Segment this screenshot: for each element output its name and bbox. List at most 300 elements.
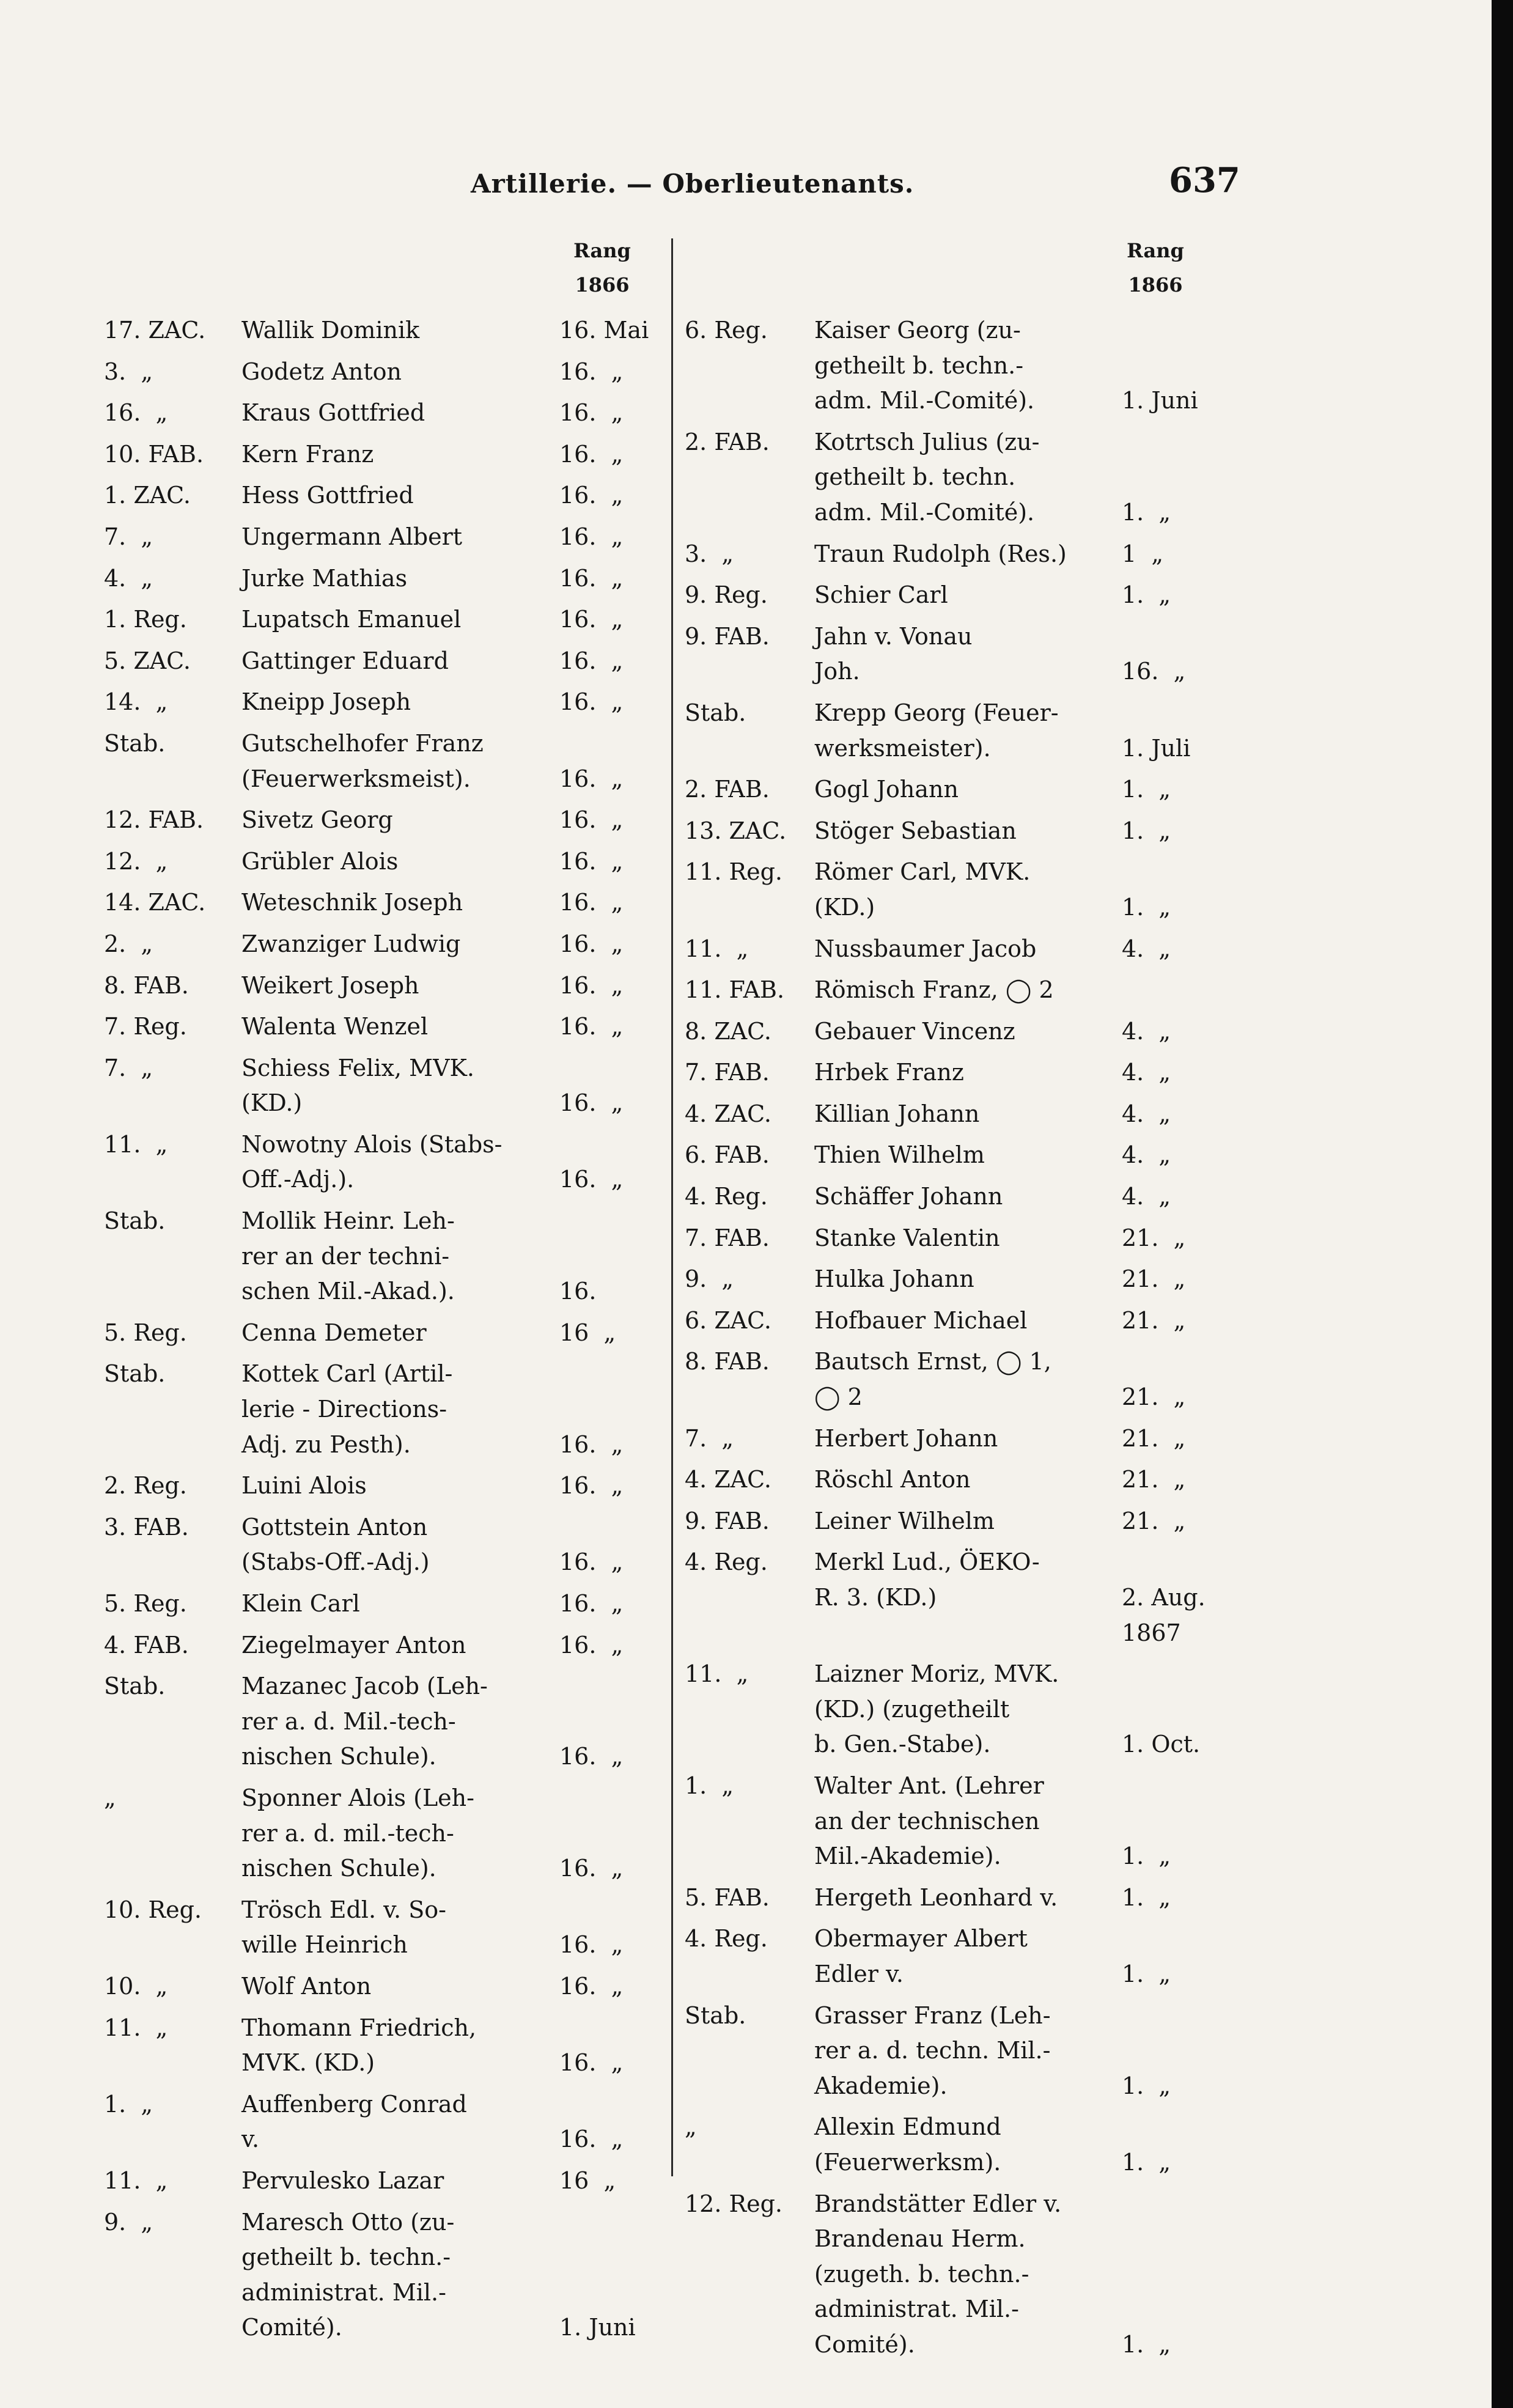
officer-name-cell: (KD.) (zugetheilt <box>814 1695 1010 1723</box>
running-title: Artillerie. — Oberlieutenants. <box>471 169 915 199</box>
officer-name-cell <box>814 1616 1122 1651</box>
roster-line <box>104 1003 660 1045</box>
roster-line <box>685 1415 1223 1457</box>
officer-name-cell: Cenna Demeter <box>241 1319 427 1346</box>
officer-name-cell: Gogl Johann <box>814 776 959 803</box>
officer-name-cell: Luini Alois <box>241 1472 367 1500</box>
roster-line <box>104 921 660 962</box>
roster-line <box>104 1622 660 1663</box>
unit-cell: 12. FAB. <box>104 806 204 834</box>
unit-cell: Stab. <box>685 699 746 726</box>
rank-date-cell <box>1122 1804 1226 1839</box>
unit-cell <box>104 2275 241 2311</box>
rank-date-cell: 16. „ <box>559 440 624 468</box>
unit-cell: 4. Reg. <box>685 1183 768 1210</box>
roster-line <box>104 1504 660 1545</box>
rank-date-cell: 1. „ <box>1122 2330 1171 2358</box>
officer-name-cell: Brandstätter Edler v. <box>814 2190 1062 2217</box>
roster-line <box>685 1173 1223 1215</box>
roster-line <box>104 2045 660 2081</box>
roster-line <box>685 808 1223 849</box>
unit-cell: 11. „ <box>104 2014 168 2041</box>
roster-line <box>104 762 660 797</box>
officer-name-cell: Mollik Heinr. Leh- <box>241 1207 455 1235</box>
unit-cell: Stab. <box>104 729 166 757</box>
officer-name-cell: Merkl Lud., ÖEKO- <box>814 1548 1040 1576</box>
unit-cell: 4. „ <box>104 564 153 592</box>
rank-label: Rang <box>573 239 631 262</box>
rank-date-cell: 1. „ <box>1122 893 1171 921</box>
rank-date-cell <box>559 1239 669 1275</box>
officer-name-cell: Joh. <box>814 658 860 685</box>
unit-cell <box>104 1851 241 1887</box>
roster-line <box>685 2069 1223 2104</box>
rank-date-cell <box>1122 2187 1226 2222</box>
roster-line <box>685 926 1223 967</box>
officer-name-cell: getheilt b. techn.- <box>814 352 1024 379</box>
officer-name-cell: adm. Mil.-Comité). <box>814 498 1035 526</box>
officer-name-cell: Schiess Felix, MVK. <box>241 1054 475 1081</box>
unit-cell: 8. ZAC. <box>685 1017 771 1045</box>
rank-date-cell: 16 „ <box>559 1319 616 1346</box>
rank-date-cell <box>559 1669 669 1704</box>
officer-name-cell: Ungermann Albert <box>241 523 463 550</box>
unit-cell <box>104 1427 241 1463</box>
unit-cell: 6. ZAC. <box>685 1306 771 1334</box>
unit-cell: 10. Reg. <box>104 1896 202 1923</box>
unit-cell: 4. ZAC. <box>685 1100 771 1127</box>
rank-date-cell: 1. „ <box>1122 498 1171 526</box>
officer-name-cell: wille Heinrich <box>241 1931 408 1959</box>
rank-date-cell: 16. „ <box>559 482 624 509</box>
roster-line <box>104 638 660 679</box>
officer-name-cell: rer a. d. mil.-tech- <box>241 1819 454 1847</box>
roster-line <box>685 1338 1223 1380</box>
rank-date-cell: 16. „ <box>559 847 624 875</box>
roster-line <box>104 797 660 838</box>
unit-cell <box>685 1804 814 1839</box>
rank-date-cell <box>1122 2292 1226 2327</box>
rank-date-cell: 16. „ <box>559 564 624 592</box>
rank-date-cell: 16. „ <box>559 1013 624 1040</box>
officer-name-cell: Pervulesko Lazar <box>241 2167 444 2194</box>
roster-line <box>104 313 660 348</box>
officer-name-cell: Kottek Carl (Artil- <box>241 1360 453 1388</box>
roster-line <box>685 313 1223 348</box>
rank-date-cell: 4. „ <box>1122 1183 1171 1210</box>
rank-date-cell: 1. „ <box>1122 2148 1171 2176</box>
rank-date-cell: 16. „ <box>559 889 624 916</box>
roster-line <box>104 1086 660 1121</box>
rank-date-cell: 16. „ <box>559 1855 624 1882</box>
roster-line <box>104 679 660 720</box>
unit-cell: 7. FAB. <box>685 1059 770 1086</box>
unit-cell: „ <box>104 1784 116 1811</box>
roster-line <box>104 1663 660 1704</box>
unit-cell <box>104 1239 241 1275</box>
officer-name-cell: Auffenberg Conrad <box>241 2090 467 2118</box>
roster-line <box>685 2292 1223 2327</box>
roster-line <box>104 555 660 597</box>
officer-name-cell: Thien Wilhelm <box>814 1141 985 1169</box>
officer-name-cell: administrat. Mil.- <box>814 2296 1019 2323</box>
officer-name-cell: MVK. (KD.) <box>241 2049 375 2077</box>
rank-date-cell: 16. „ <box>559 1590 624 1617</box>
roster-line <box>685 849 1223 890</box>
rank-date-cell: 16. „ <box>559 523 624 550</box>
roster-line <box>685 1456 1223 1498</box>
rank-date-cell <box>1122 2222 1226 2257</box>
unit-cell: Stab. <box>104 1673 166 1700</box>
roster-line <box>685 1839 1223 1874</box>
roster-line <box>685 890 1223 926</box>
unit-cell <box>685 383 814 419</box>
rank-date-cell: 16. „ <box>559 2126 624 2153</box>
roster-line <box>104 1162 660 1198</box>
unit-cell <box>685 495 814 531</box>
unit-cell: 4. ZAC. <box>685 1466 771 1493</box>
unit-cell: 5. FAB. <box>685 1883 770 1911</box>
roster-line <box>685 495 1223 531</box>
rank-date-cell <box>1122 1769 1226 1804</box>
rank-date-cell <box>1122 2110 1226 2145</box>
rank-date-cell <box>1122 2033 1226 2069</box>
officer-name-cell: rer a. d. techn. Mil.- <box>814 2037 1051 2064</box>
roster-line <box>104 2122 660 2157</box>
officer-name-cell: Off.-Adj.). <box>241 1166 355 1193</box>
officer-name-cell: (KD.) <box>241 1089 303 1117</box>
unit-cell <box>685 1616 814 1651</box>
officer-name-cell: Jahn v. Vonau <box>814 622 973 650</box>
officer-name-cell: Schier Carl <box>814 581 948 609</box>
roster-line <box>104 1580 660 1622</box>
unit-cell: 11. „ <box>104 2167 168 2194</box>
officer-name-cell: R. 3. (KD.) <box>814 1584 937 1611</box>
rank-date-cell <box>1122 1344 1226 1380</box>
officer-name-cell: Stanke Valentin <box>814 1224 1000 1251</box>
roster-line <box>685 1091 1223 1132</box>
roster-line <box>104 1427 660 1463</box>
roster-line <box>685 654 1223 690</box>
officer-name-cell: Hulka Johann <box>814 1265 974 1293</box>
unit-cell <box>685 2327 814 2363</box>
rank-date-cell: 16. „ <box>559 930 624 957</box>
rank-date-cell: 1. „ <box>1122 1843 1171 1870</box>
scan-page-edge <box>1492 0 1513 2408</box>
unit-cell: „ <box>685 2113 697 2141</box>
rank-date-cell <box>559 2240 669 2275</box>
officer-name-cell: Wolf Anton <box>241 1972 372 2000</box>
roster-line <box>685 1380 1223 1415</box>
rank-date-cell <box>559 1816 669 1852</box>
roster-line <box>104 2275 660 2311</box>
roster-line <box>685 967 1223 1008</box>
unit-cell <box>685 731 814 767</box>
officer-name-cell: (Stabs-Off.-Adj.) <box>241 1548 430 1576</box>
rank-date-cell: 16. „ <box>559 399 624 427</box>
rank-date-cell <box>1122 2257 1226 2292</box>
unit-cell: Stab. <box>685 2001 746 2029</box>
rank-date-cell: 21. „ <box>1122 1306 1186 1334</box>
unit-cell <box>685 1957 814 1992</box>
officer-name-cell: nischen Schule). <box>241 1743 436 1770</box>
rank-date-cell <box>559 726 669 762</box>
rank-date-cell: 16. „ <box>559 1430 624 1458</box>
roster-line <box>685 1915 1223 1957</box>
rank-date-cell: 16. <box>559 1278 597 1305</box>
officer-name-cell: administrat. Mil.- <box>241 2278 446 2306</box>
unit-cell <box>104 762 241 797</box>
roster-line <box>104 838 660 880</box>
roster-line <box>104 1392 660 1427</box>
officer-name-cell: Hergeth Leonhard v. <box>814 1883 1058 1911</box>
roster-line <box>104 1739 660 1775</box>
rank-date-cell: 1. „ <box>1122 1960 1171 1987</box>
rank-date-cell <box>559 1204 669 1239</box>
officer-name-cell: adm. Mil.-Comité). <box>814 387 1035 414</box>
unit-cell <box>104 1816 241 1852</box>
rank-date-cell <box>559 1357 669 1392</box>
officer-name-cell: Trösch Edl. v. So- <box>241 1896 446 1923</box>
rank-date-cell: 21. „ <box>1122 1383 1186 1411</box>
roster-line <box>104 879 660 921</box>
rank-label: Rang <box>1127 239 1184 262</box>
roster-line <box>685 2257 1223 2292</box>
roster-line <box>104 431 660 473</box>
officer-name-cell: (KD.) <box>814 893 875 921</box>
unit-cell <box>685 2145 814 2181</box>
rank-date-cell: 16. „ <box>559 1743 624 1770</box>
unit-cell: 5. ZAC. <box>104 647 191 674</box>
officer-name-cell: Gottstein Anton <box>241 1513 428 1541</box>
rank-date-cell: 1. „ <box>1122 817 1171 844</box>
officer-name-cell: schen Mil.-Akad.). <box>241 1278 455 1305</box>
rank-date-cell: 1867 <box>1122 1619 1181 1646</box>
rank-date-cell <box>1122 1657 1226 1692</box>
officer-name-cell: Hrbek Franz <box>814 1059 964 1086</box>
unit-cell: 5. Reg. <box>104 1590 187 1617</box>
roster-line <box>685 1616 1223 1651</box>
unit-cell <box>685 890 814 926</box>
officer-name-cell: Krepp Georg (Feuer- <box>814 699 1059 726</box>
roster-line <box>104 472 660 514</box>
page-header <box>0 160 1513 215</box>
unit-cell: 8. FAB. <box>104 971 189 999</box>
officer-name-cell: Sponner Alois (Leh- <box>241 1784 474 1811</box>
officer-name-cell: Laizner Moriz, MVK. <box>814 1660 1059 1688</box>
rank-date-cell <box>1122 1921 1226 1957</box>
rank-date-cell: 16. „ <box>559 1972 624 2000</box>
roster-line <box>685 1008 1223 1050</box>
rank-date-cell <box>559 2275 669 2311</box>
unit-cell <box>685 348 814 384</box>
roster-line <box>685 572 1223 613</box>
roster-line <box>104 389 660 431</box>
rank-date-cell: 16. „ <box>559 971 624 999</box>
right-entry-list <box>685 313 1223 2362</box>
unit-cell <box>685 2033 814 2069</box>
officer-name-cell: Traun Rudolph (Res.) <box>814 540 1067 567</box>
roster-line <box>104 720 660 762</box>
unit-cell: 9. FAB. <box>685 622 770 650</box>
officer-name-cell: Kotrtsch Julius (zu- <box>814 428 1040 455</box>
rank-date-cell: 16. „ <box>559 1931 624 1959</box>
rank-date-cell: 16. „ <box>559 2049 624 2077</box>
roster-line <box>685 1992 1223 2034</box>
page-number: 637 <box>1169 160 1240 201</box>
officer-name-cell: Walter Ant. (Lehrer <box>814 1772 1044 1799</box>
rank-date-cell: 4. „ <box>1122 935 1171 962</box>
unit-cell: 1. „ <box>685 1772 734 1799</box>
roster-line <box>104 2310 660 2346</box>
roster-line <box>104 1309 660 1351</box>
rank-date-cell <box>559 1510 669 1545</box>
officer-name-cell: rer an der techni- <box>241 1242 450 1270</box>
officer-name-cell: Brandenau Herm. <box>814 2225 1026 2253</box>
rank-date-cell <box>1122 973 1226 1008</box>
unit-cell: 5. Reg. <box>104 1319 187 1346</box>
rank-date-cell <box>559 1392 669 1427</box>
roster-line <box>685 1539 1223 1580</box>
rank-date-cell <box>1122 696 1226 731</box>
officer-name-cell: Grasser Franz (Leh- <box>814 2001 1051 2029</box>
roster-line <box>685 1215 1223 1256</box>
unit-cell: 12. Reg. <box>685 2190 783 2217</box>
unit-cell: 17. ZAC. <box>104 317 206 344</box>
rank-date-cell: 16. „ <box>559 1631 624 1659</box>
officer-name-cell: Mil.-Akademie). <box>814 1843 1001 1870</box>
unit-cell: 4. FAB. <box>104 1631 189 1659</box>
roster-line <box>104 2081 660 2123</box>
unit-cell: 3. „ <box>104 358 153 385</box>
rank-date-cell: 16. „ <box>559 647 624 674</box>
roster-line <box>104 1545 660 1580</box>
roster-line <box>685 613 1223 655</box>
rank-date-cell <box>559 1051 669 1086</box>
unit-cell: 2. FAB. <box>685 428 770 455</box>
roster-line <box>685 1297 1223 1339</box>
rank-date-cell <box>1122 313 1226 348</box>
unit-cell: 10. FAB. <box>104 440 204 468</box>
roster-line <box>685 1132 1223 1173</box>
officer-name-cell: Römer Carl, MVK. <box>814 858 1031 886</box>
officer-name-cell: werksmeister). <box>814 734 991 762</box>
roster-line <box>104 514 660 555</box>
unit-cell: 14. ZAC. <box>104 889 206 916</box>
officer-name-cell: rer a. d. Mil.-tech- <box>241 1707 456 1735</box>
officer-name-cell: getheilt b. techn.- <box>241 2244 451 2271</box>
unit-cell <box>104 2045 241 2081</box>
rank-date-header <box>1110 234 1201 302</box>
roster-line <box>104 1198 660 1239</box>
rank-date-cell: 1. Juni <box>559 2314 636 2341</box>
rank-date-cell <box>559 1781 669 1816</box>
officer-name-cell: Kern Franz <box>241 440 374 468</box>
rank-date-cell: 1. Oct. <box>1122 1731 1201 1758</box>
unit-cell: 9. FAB. <box>685 1507 770 1534</box>
rank-date-cell: 16. „ <box>559 358 624 385</box>
rank-date-cell <box>1122 855 1226 890</box>
roster-line <box>685 460 1223 495</box>
rank-date-cell: 16 „ <box>559 2167 616 2194</box>
roster-line <box>104 1045 660 1086</box>
rank-date-cell: 16. „ <box>559 765 624 792</box>
unit-cell: 11. „ <box>104 1130 168 1158</box>
roster-line <box>104 1462 660 1504</box>
rank-date-cell <box>559 2087 669 2123</box>
unit-cell: Stab. <box>104 1360 166 1388</box>
unit-cell: 6. FAB. <box>685 1141 770 1169</box>
roster-line <box>685 2222 1223 2257</box>
officer-name-cell: Nowotny Alois (Stabs- <box>241 1130 502 1158</box>
unit-cell: 4. Reg. <box>685 1548 768 1576</box>
rank-date-cell: 16. „ <box>559 1089 624 1117</box>
roster-line <box>104 2240 660 2275</box>
unit-cell: 8. FAB. <box>685 1348 770 1375</box>
rank-date-cell: 16. „ <box>559 606 624 633</box>
rank-date-cell: 21. „ <box>1122 1265 1186 1293</box>
unit-cell <box>685 2292 814 2327</box>
officer-name-cell: Zwanziger Ludwig <box>241 930 461 957</box>
officer-name-cell: Bautsch Ernst, ◯ 1, <box>814 1348 1051 1375</box>
officer-name-cell: Edler v. <box>814 1960 904 1987</box>
rank-date-cell: 2. Aug. <box>1122 1584 1206 1611</box>
unit-cell: 6. Reg. <box>685 317 768 344</box>
officer-name-cell: (Feuerwerksm). <box>814 2148 1001 2176</box>
officer-name-cell: Gebauer Vincenz <box>814 1017 1015 1045</box>
officer-name-cell: Gattinger Eduard <box>241 647 449 674</box>
unit-cell: 4. Reg. <box>685 1925 768 1953</box>
roster-line <box>104 1704 660 1740</box>
roster-line <box>685 1804 1223 1839</box>
unit-cell: Stab. <box>104 1207 166 1235</box>
unit-cell: 1. ZAC. <box>104 482 191 509</box>
officer-name-cell: Weteschnik Joseph <box>241 889 463 916</box>
officer-name-cell: Adj. zu Pesth). <box>241 1430 411 1458</box>
unit-cell: 9. Reg. <box>685 581 768 609</box>
roster-line <box>104 2199 660 2240</box>
roster-line <box>104 1350 660 1392</box>
officer-name-cell: Stöger Sebastian <box>814 817 1017 844</box>
rank-date-cell: 21. „ <box>1122 1424 1186 1452</box>
officer-name-cell: Kraus Gottfried <box>241 399 425 427</box>
rank-date-header <box>556 234 648 302</box>
unit-cell: 11. „ <box>685 1660 749 1688</box>
officer-name-cell: Röschl Anton <box>814 1466 971 1493</box>
rank-date-cell: 16. Mai <box>559 317 649 344</box>
unit-cell: 11. FAB. <box>685 976 785 1004</box>
roster-line <box>685 1762 1223 1804</box>
unit-cell <box>685 2257 814 2292</box>
unit-cell <box>104 1704 241 1740</box>
unit-cell <box>685 460 814 495</box>
roster-line <box>104 1775 660 1816</box>
roster-line <box>685 2145 1223 2181</box>
officer-name-cell: Akademie). <box>814 2072 948 2099</box>
officer-name-cell: b. Gen.-Stabe). <box>814 1731 991 1758</box>
rank-date-cell: 4. „ <box>1122 1141 1171 1169</box>
unit-cell: 2. FAB. <box>685 776 770 803</box>
rank-date-cell: 4. „ <box>1122 1017 1171 1045</box>
officer-name-cell: Nussbaumer Jacob <box>814 935 1037 962</box>
roster-line <box>685 731 1223 767</box>
officer-name-cell: Kaiser Georg (zu- <box>814 317 1021 344</box>
roster-line <box>685 2327 1223 2363</box>
unit-cell <box>104 2122 241 2157</box>
unit-cell <box>104 1928 241 1963</box>
officer-name-cell: ◯ 2 <box>814 1383 863 1411</box>
roster-line <box>104 1274 660 1309</box>
